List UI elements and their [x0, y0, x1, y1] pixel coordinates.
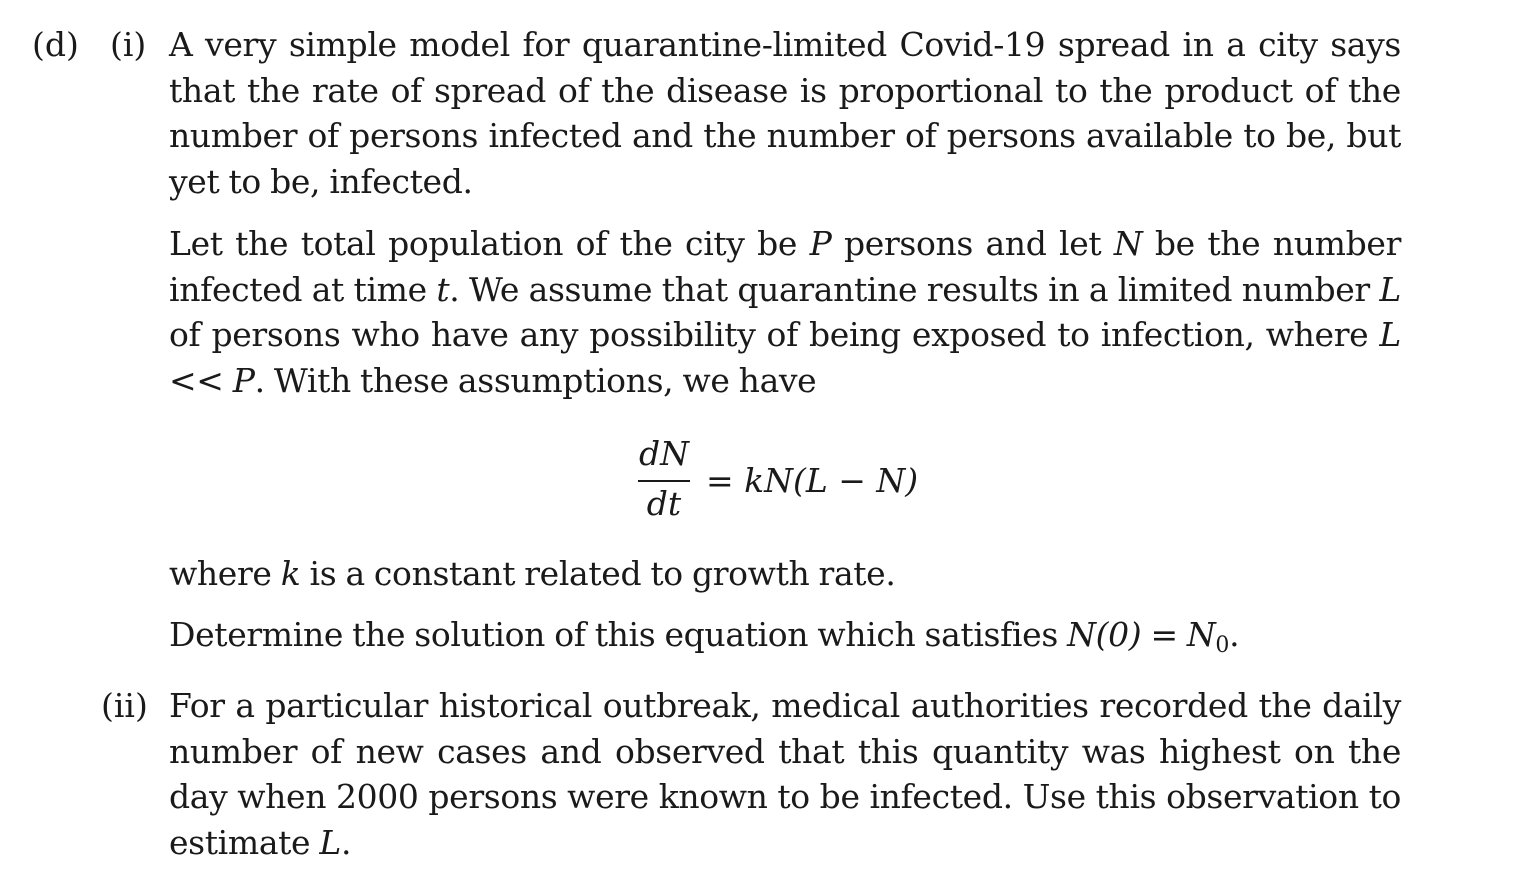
- variable-N: N: [1113, 224, 1143, 263]
- equation-denominator: dt: [646, 484, 682, 523]
- part-ii-paragraph: [169, 683, 1401, 865]
- part-i-intro-paragraph: [169, 22, 1401, 204]
- assumptions-text-6: . With these assumptions, we have: [254, 360, 817, 400]
- part-ii-text: For a particular historical outbreak, medical authorities recorded the daily number of new cases and observed that this quantity was highest on the day when 2000 persons were known to be infected. Use this observation to estimate: [169, 686, 1401, 862]
- variable-L: L: [1379, 269, 1401, 309]
- part-label: (d): [32, 25, 79, 64]
- equation-numerator: dN: [639, 434, 689, 473]
- subpart-ii-label: (ii): [101, 686, 148, 725]
- assumptions-text-5: of persons who have any possibility of being exposed to infection, where: [169, 315, 1380, 354]
- variable-t: t: [436, 269, 450, 309]
- part-i-intro-text: A very simple model for quarantine-limited Covid-19 spread in a city says that the rate of spread of the disease is proportional to the product of the number of persons infected and the number of persons available to be, but yet to be, infected.: [169, 25, 1401, 201]
- variable-P: P: [809, 224, 832, 263]
- part-i-task-paragraph: [169, 612, 1401, 669]
- condition-L-much-less-P: L << P: [169, 315, 1401, 400]
- initial-condition: N(0) = N: [1067, 615, 1216, 654]
- variable-k: k: [280, 554, 301, 593]
- assumptions-text-2: persons and let: [831, 224, 1114, 263]
- assumptions-text-1: Let the total population of the city be: [169, 224, 810, 263]
- constant-text-1: where: [169, 554, 281, 593]
- constant-text-2: is a constant related to growth rate.: [300, 554, 896, 593]
- assumptions-text-3: be the number infected at time: [169, 224, 1402, 309]
- equation-right-hand-side: = kN(L − N): [706, 461, 919, 500]
- task-text: Determine the solution of this equation which satisfies: [169, 615, 1068, 654]
- part-ii-period: .: [340, 822, 352, 862]
- fraction-bar: [638, 480, 690, 482]
- part-i-assumptions-paragraph: [169, 221, 1401, 403]
- assumptions-text-4: . We assume that quarantine results in a limited number: [449, 269, 1380, 309]
- task-period: .: [1229, 615, 1240, 654]
- initial-condition-subscript: 0: [1215, 633, 1230, 658]
- part-ii-variable-L: L: [319, 822, 341, 862]
- subpart-i-label: (i): [110, 25, 147, 64]
- part-i-constant-paragraph: [169, 551, 1401, 597]
